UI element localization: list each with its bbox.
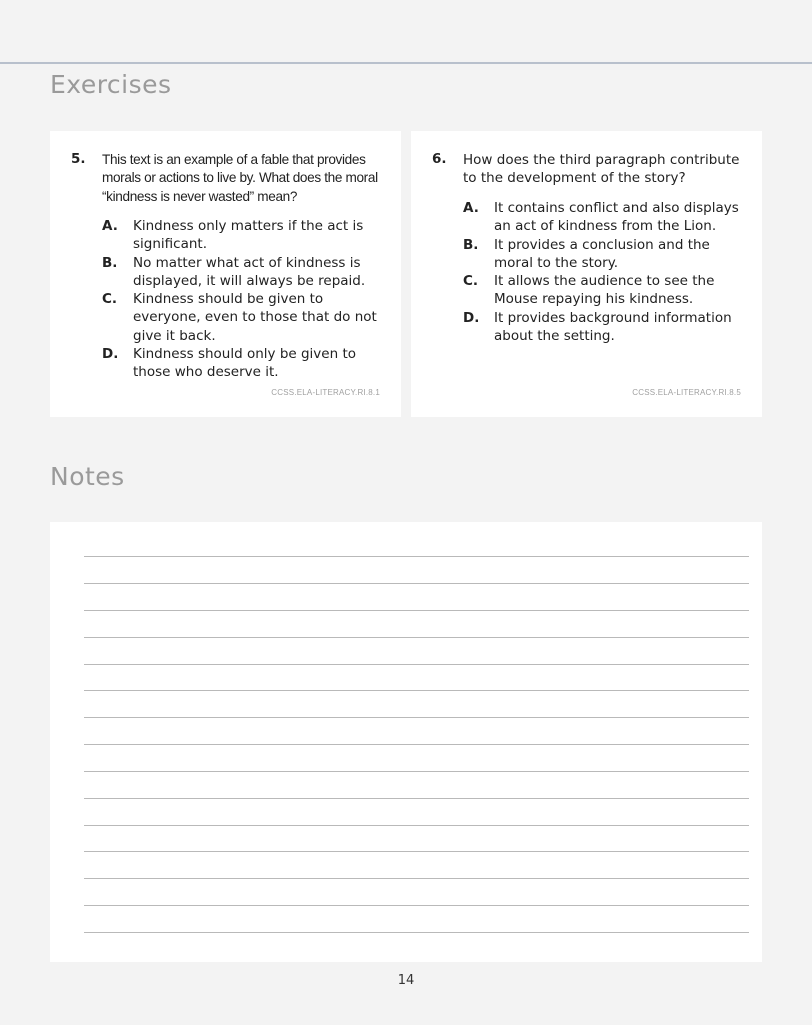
option-letter: C.: [463, 273, 479, 290]
question-number: 6.: [432, 151, 447, 167]
option-text: It allows the audience to see the Mouse repaying his kindness.: [494, 273, 715, 308]
answer-option-a: [463, 199, 746, 236]
standard-code: CCSS.ELA-LITERACY.RI.8.5: [632, 388, 741, 397]
option-text: Kindness should only be given to those who deserve it.: [133, 346, 356, 381]
option-letter: C.: [102, 291, 118, 308]
option-text: It provides background information about the setting.: [494, 309, 732, 345]
answer-option-d: [463, 309, 746, 346]
question-card-6: [411, 131, 762, 417]
question-prompt: How does the third paragraph contribute to the development of the story?: [463, 152, 740, 187]
note-line: [84, 583, 749, 584]
option-letter: D.: [463, 309, 480, 326]
note-line: [84, 878, 749, 879]
page-number: 14: [397, 973, 415, 988]
answer-option-b: [463, 236, 746, 273]
note-line: [84, 690, 749, 691]
answer-options: [102, 217, 385, 382]
answer-option-d: [102, 345, 385, 382]
option-text: No matter what act of kindness is displayed, it will always be repaid.: [133, 254, 366, 289]
note-line: [84, 744, 749, 745]
header-rule: [0, 62, 812, 64]
option-letter: A.: [102, 218, 118, 234]
answer-option-a: [102, 217, 385, 254]
question-number: 5.: [71, 151, 86, 167]
note-line: [84, 851, 749, 852]
option-text: It provides a conclusion and the moral to the story.: [494, 236, 710, 271]
option-text: Kindness only matters if the act is significant.: [133, 218, 364, 253]
note-line: [84, 825, 749, 826]
note-line: [84, 771, 749, 772]
option-letter: A.: [463, 200, 479, 216]
answer-option-c: [463, 272, 746, 309]
option-letter: D.: [102, 346, 119, 363]
notes-area[interactable]: [50, 522, 762, 962]
exercises-heading: Exercises: [50, 70, 172, 99]
note-line: [84, 664, 749, 665]
answer-options: [463, 199, 746, 345]
option-text: Kindness should be given to everyone, even to those that do not give it back.: [133, 291, 377, 344]
note-line: [84, 932, 749, 933]
note-line: [84, 556, 749, 557]
option-letter: B.: [102, 254, 118, 271]
option-text: It contains conflict and also displays an act of kindness from the Lion.: [494, 200, 739, 235]
answer-option-b: [102, 254, 385, 291]
note-line: [84, 610, 749, 611]
note-line: [84, 637, 749, 638]
answer-option-c: [102, 290, 385, 345]
note-line: [84, 717, 749, 718]
notes-heading: Notes: [50, 462, 125, 491]
option-letter: B.: [463, 236, 479, 253]
question-prompt: This text is an example of a fable that provides morals or actions to live by. What does the moral “kindness is never wasted” mean?: [102, 152, 378, 204]
note-line: [84, 798, 749, 799]
question-card-5: [50, 131, 401, 417]
note-line: [84, 905, 749, 906]
standard-code: CCSS.ELA-LITERACY.RI.8.1: [271, 388, 380, 397]
